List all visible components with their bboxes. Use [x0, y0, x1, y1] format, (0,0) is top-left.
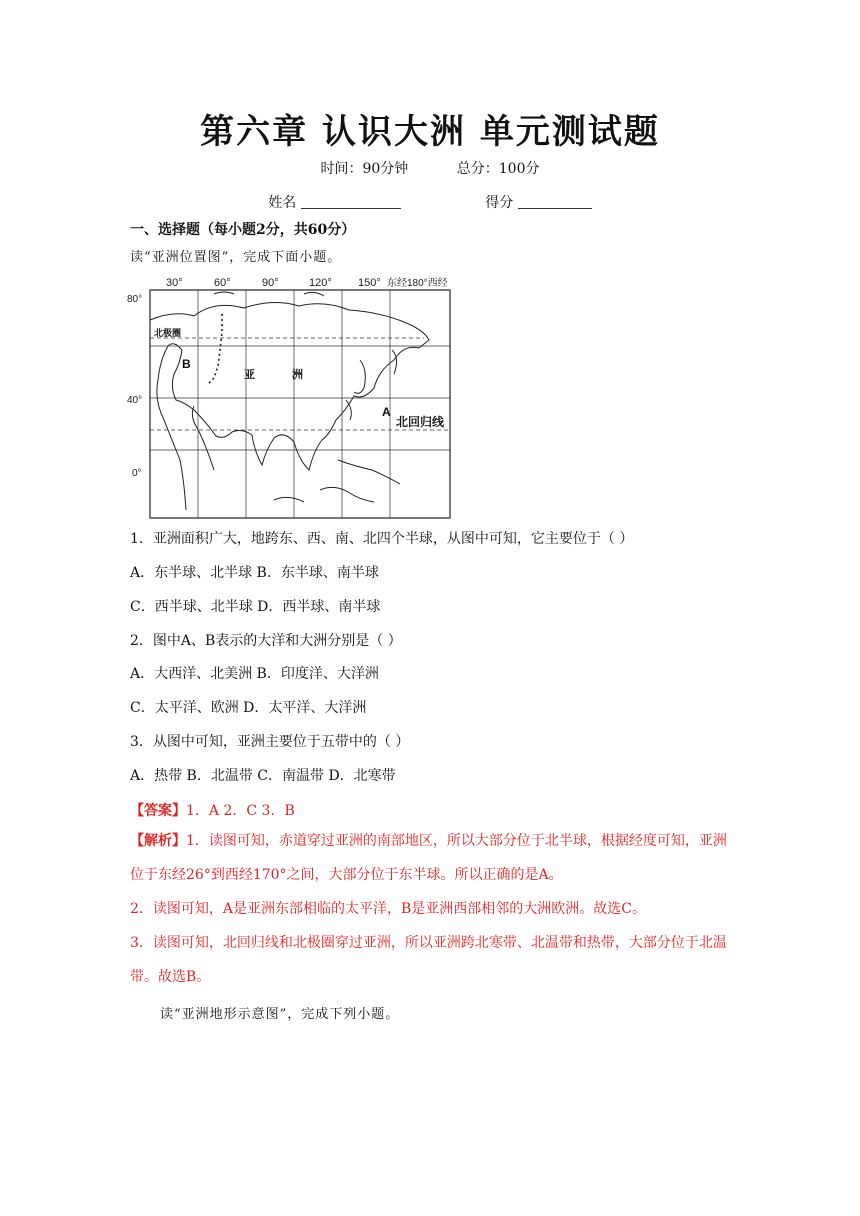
- name-label: 姓名: [268, 195, 297, 211]
- lon-label-120: 120°: [309, 277, 332, 289]
- question-2-options-cd: C．太平洋、欧洲 D．太平洋、大洋洲: [130, 700, 367, 716]
- section-heading: 一、选择题（每小题2分，共60分）: [130, 222, 356, 238]
- score-label: 得分: [485, 195, 514, 211]
- map-grid: [150, 290, 450, 518]
- lon-label-150: 150°: [358, 277, 381, 289]
- lat-label-0: 0°: [132, 468, 142, 479]
- question-3: 3．从图中可知，亚洲主要位于五带中的（ ）: [130, 734, 410, 750]
- question-1-options-cd: C．西半球、北半球 D．西半球、南半球: [130, 599, 381, 615]
- map-frame: [150, 290, 450, 518]
- question-1: 1．亚洲面积广大，地跨东、西、南、北四个半球，从图中可知，它主要位于（ ）: [130, 531, 634, 547]
- name-blank: [301, 194, 401, 209]
- label-b: B: [182, 357, 191, 371]
- coastlines: [150, 292, 429, 510]
- answer-text: 1．A 2．C 3．B: [186, 803, 295, 819]
- name-score-row: [0, 192, 860, 212]
- explanation-1-text: 1．读图可知，赤道穿过亚洲的南部地区，所以大部分位于北半球，根据经度可知，亚洲位于东经26°到西经170°之间，大部分位于东半球。所以正确的是A。: [130, 833, 727, 883]
- label-asia-1: 亚: [244, 369, 255, 381]
- lon-label-60: 60°: [214, 277, 231, 289]
- page-title: 第六章 认识大洲 单元测试题: [200, 112, 660, 152]
- explanation-3: 3．读图可知，北回归线和北极圈穿过亚洲，所以亚洲跨北寒带、北温带和热带，大部分位于北温带。故选B。: [130, 935, 727, 985]
- label-asia-2: 洲: [292, 369, 303, 381]
- score-blank: [518, 194, 592, 209]
- tropic-label: 北回归线: [396, 415, 445, 429]
- question-3-options: A．热带 B．北温带 C．南温带 D．北寒带: [130, 768, 396, 784]
- map-intro: 读“亚洲位置图”，完成下面小题。: [130, 250, 342, 265]
- lon-label-180: 东经180°西经: [387, 278, 448, 289]
- time-limit: 时间：90分钟: [320, 161, 409, 177]
- lat-label-80: 80°: [127, 294, 143, 305]
- answer-line: [130, 800, 295, 820]
- lat-label-40: 40°: [127, 395, 143, 406]
- next-intro: 读“亚洲地形示意图”，完成下列小题。: [160, 1007, 400, 1022]
- lon-label-90: 90°: [262, 277, 279, 289]
- question-2-options-ab: A．大西洋、北美洲 B．印度洋、大洋洲: [130, 666, 379, 682]
- asia-location-map: [124, 270, 454, 520]
- explanation-2: 2．读图可知，A是亚洲东部相临的太平洋，B是亚洲西部相邻的大洲欧洲。故选C。: [130, 901, 647, 917]
- question-1-options-ab: A．东半球、北半球 B．东半球、南半球: [130, 565, 379, 581]
- label-a: A: [382, 405, 391, 419]
- answer-tag: 【答案】: [130, 803, 186, 819]
- name-field: [268, 195, 405, 211]
- arctic-circle-label: 北极圈: [154, 328, 182, 338]
- question-2: 2．图中A、B表示的大洋和大洲分别是（ ）: [130, 633, 402, 649]
- exam-meta: [0, 158, 860, 178]
- explanation-1: [130, 824, 740, 892]
- score-field: [485, 195, 591, 211]
- total-score: 总分：100分: [456, 161, 540, 177]
- explanation-tag: 【解析】: [130, 833, 186, 849]
- lon-label-30: 30°: [166, 277, 183, 289]
- ural-boundary: [208, 314, 222, 384]
